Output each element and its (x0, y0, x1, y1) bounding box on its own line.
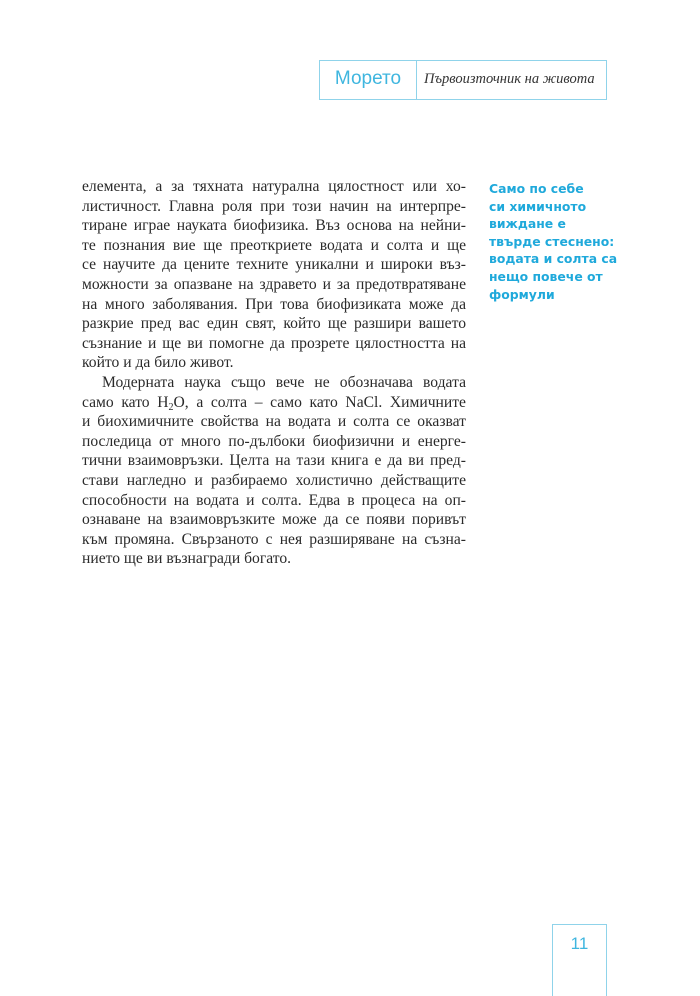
text-line: нието ще ви възнагради богато. (82, 550, 292, 568)
text-line: стави нагледно и разбираемо холистично действащите (82, 471, 466, 489)
text-line: Модерната наука също вече не обозначава водата (102, 373, 466, 391)
text-line: последица от много по-дълбоки биофизични и енерге- (82, 432, 466, 450)
text-fragment: само като H (82, 393, 169, 411)
subscript: 2 (168, 401, 174, 413)
text-line: можности за опазване на здравето и за предотвратяване (82, 275, 466, 293)
note-line: Само по себе (489, 181, 584, 196)
chapter-title: Морето (334, 68, 402, 89)
header-divider (416, 61, 417, 99)
text-line: способности на водата и солта. Едва в процеса на оп- (82, 491, 466, 509)
text-line: към промяна. Свързаното с нея разширяване на съзна- (82, 530, 466, 548)
text-line: тични взаимовръзки. Целта на тази книга е да ви пред- (82, 452, 466, 470)
text-line: те познания вие ще преоткриете водата и солта и ще (82, 236, 466, 254)
text-line: и биохимичните свойства на водата и солта се оказват (82, 413, 466, 431)
text-line: разкрие пред вас един свят, който ще разшири вашето (82, 315, 466, 333)
note-line: си химичното (489, 198, 587, 214)
text-line: листичност. Главна роля при този начин на интерпре- (82, 197, 466, 215)
paragraph (82, 177, 466, 373)
running-header (319, 60, 607, 100)
text-line: тиране играе науката биофизика. Въз основа на нейни- (82, 217, 466, 235)
page-number: 11 (570, 934, 589, 953)
page-number-box (552, 924, 607, 996)
text-line: елемента, а за тяхната натурална цялостност или хо- (82, 178, 466, 195)
note-line: водата и солта са (489, 251, 618, 267)
text-fragment: O, а солта – само като NaCl. Химичните (173, 393, 466, 411)
text-line-formula (82, 393, 466, 413)
note-line: нещо повече от (489, 268, 603, 284)
text-line: ознаване на взаимовръзките може да се появи поривът (82, 511, 466, 529)
text-line: съзнание и ще ви помогне да прозрете цялостността на (82, 334, 466, 352)
margin-note (489, 180, 619, 303)
note-line: твърде стеснено: (489, 233, 615, 249)
text-line: който и да било живот. (82, 354, 234, 372)
paragraph (82, 373, 466, 569)
body-text (82, 177, 466, 569)
text-line: на много заболявания. При това биофизиката може да (82, 295, 466, 313)
note-line: формули (489, 286, 555, 302)
text-line: се научите да цените техните уникални и широки въз- (82, 256, 466, 274)
note-line: виждане е (489, 216, 566, 232)
chapter-subtitle: Първоизточник на живота (424, 71, 595, 87)
